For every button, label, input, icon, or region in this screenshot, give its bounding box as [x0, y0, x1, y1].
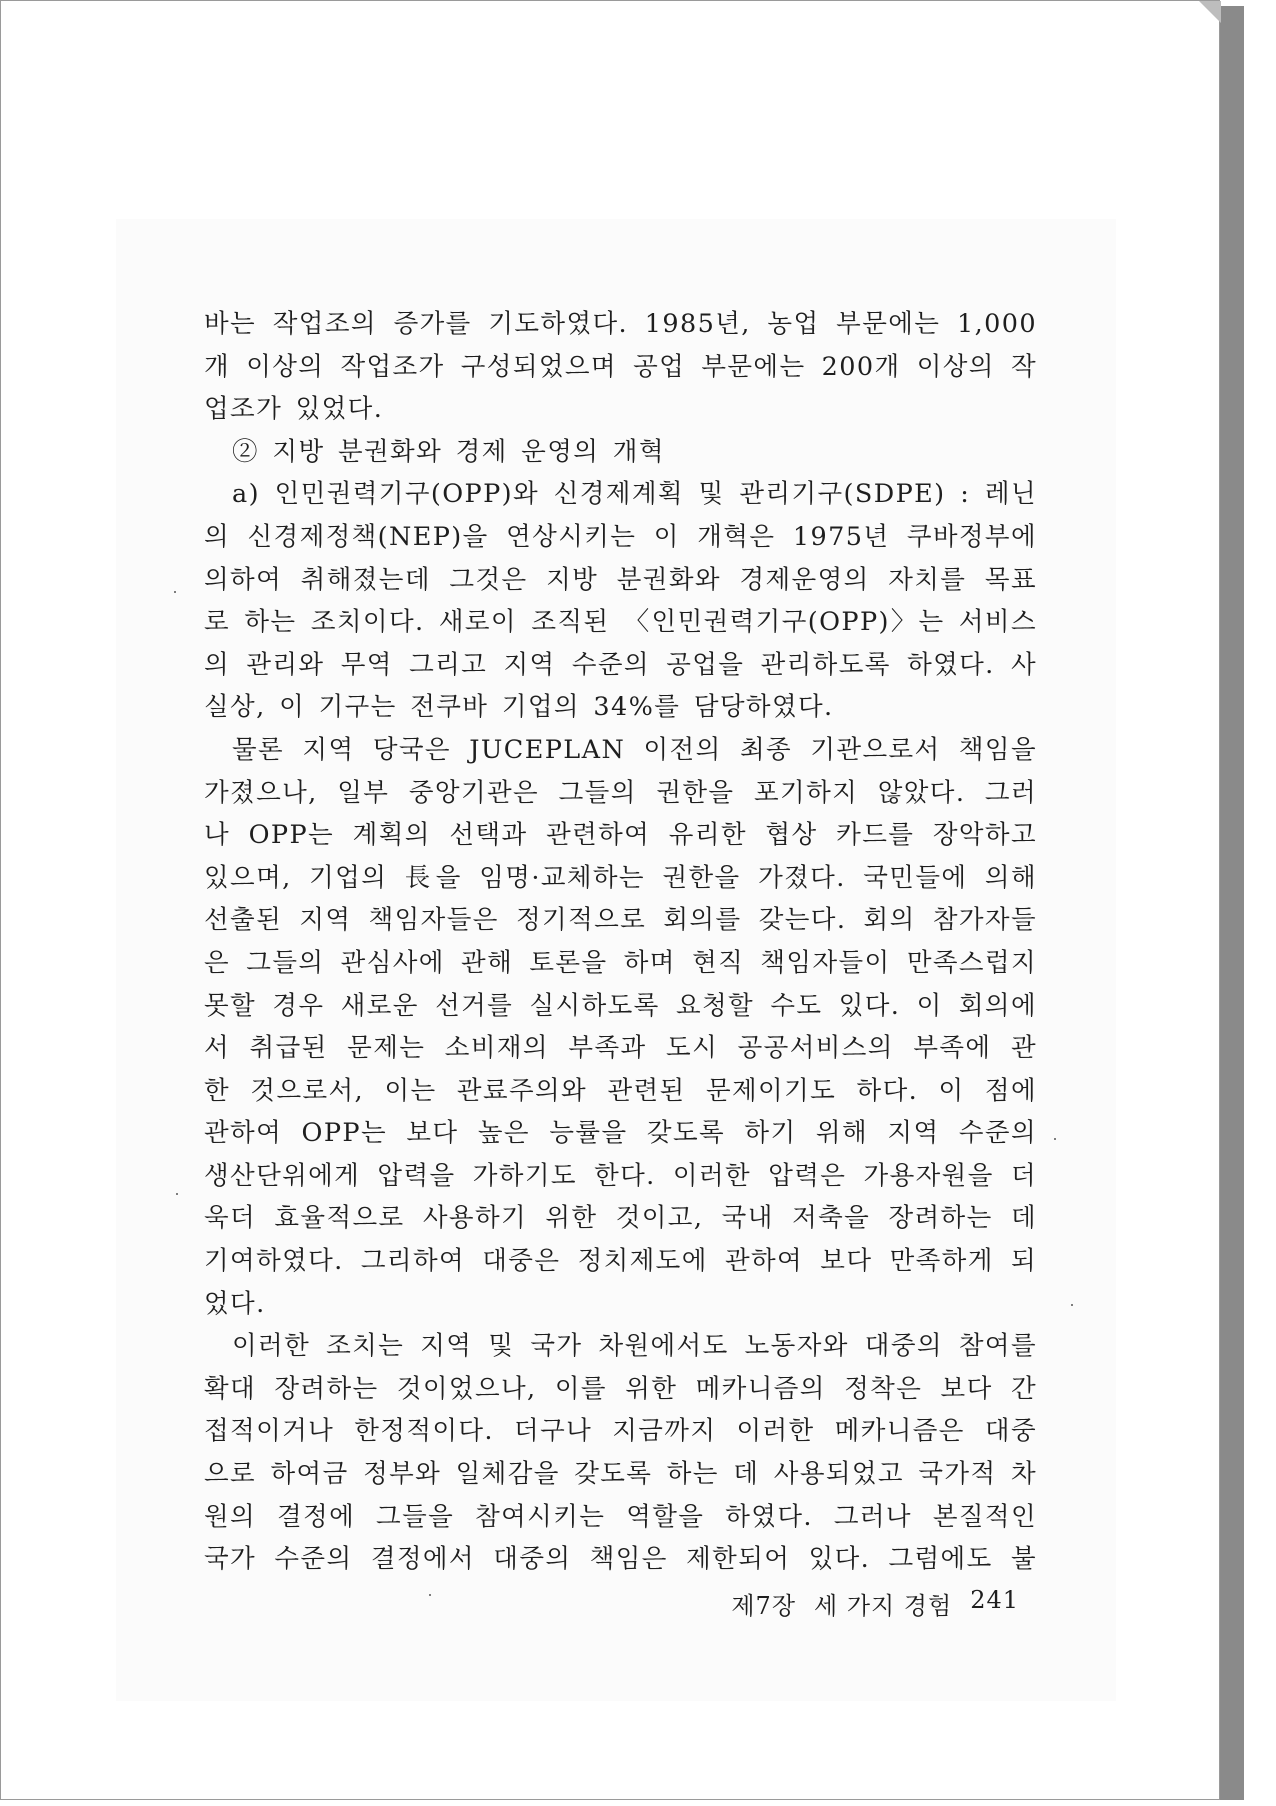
text-line: 바는 작업조의 증가를 기도하였다. 1985년, 농업 부문에는 1,000 — [204, 309, 1037, 339]
text-line: 기여하였다. 그리하여 대중은 정치제도에 관하여 보다 만족하게 되 — [204, 1246, 1037, 1277]
text-line: 으로 하여금 정부와 일체감을 갖도록 하는 데 사용되었고 국가적 차 — [204, 1459, 1037, 1490]
page-corner-fold — [1199, 1, 1221, 23]
chapter-label: 제7장 — [731, 1592, 796, 1620]
text-line: 서 취급된 문제는 소비재의 부족과 도시 공공서비스의 부족에 관 — [204, 1033, 1037, 1064]
text-line: 물론 지역 당국은 JUCEPLAN 이전의 최종 기관으로서 책임을 — [232, 734, 1037, 765]
paragraph — [204, 303, 1037, 431]
text-line: 개 이상의 작업조가 구성되었으며 공업 부문에는 200개 이상의 작 — [204, 351, 1037, 382]
text-line: 의 관리와 무역 그리고 지역 수준의 공업을 관리하도록 하였다. 사 — [204, 649, 1037, 680]
text-line: 원의 결정에 그들을 참여시키는 역할을 하였다. 그러나 본질적인 — [204, 1501, 1037, 1532]
scan-speck — [176, 1193, 178, 1195]
text-line: 생산단위에게 압력을 가하기도 한다. 이러한 압력은 가용자원을 더 — [204, 1160, 1037, 1191]
text-line: 확대 장려하는 것이었으나, 이를 위한 메카니즘의 정착은 보다 간 — [204, 1373, 1037, 1404]
chapter-title: 세 가지 경험 — [814, 1592, 953, 1620]
scan-speck — [1071, 1304, 1073, 1306]
page-number: 241 — [970, 1586, 1019, 1614]
text-line: 의 신경제정책(NEP)을 연상시키는 이 개혁은 1975년 쿠바정부에 — [204, 521, 1037, 552]
text-line: 업조가 있었다. — [204, 394, 384, 425]
text-line: 실상, 이 기구는 전쿠바 기업의 34%를 담당하였다. — [204, 692, 834, 723]
text-line: 한 것으로서, 이는 관료주의와 관련된 문제이기도 하다. 이 점에 — [204, 1075, 1037, 1106]
text-line: 이러한 조치는 지역 및 국가 차원에서도 노동자와 대중의 참여를 — [232, 1331, 1037, 1362]
text-line: 욱더 효율적으로 사용하기 위한 것이고, 국내 저축을 장려하는 데 — [204, 1203, 1037, 1234]
text-line: a) 인민권력기구(OPP)와 신경제계획 및 관리기구(SDPE) : 레닌 — [232, 479, 1037, 510]
paragraph — [204, 729, 1037, 1325]
text-line: 국가 수준의 결정에서 대중의 책임은 제한되어 있다. 그럼에도 불 — [204, 1544, 1037, 1575]
text-line: 관하여 OPP는 보다 높은 능률을 갖도록 하기 위해 지역 수준의 — [204, 1118, 1037, 1149]
page-footer — [719, 1586, 1019, 1621]
scan-speck — [1054, 1138, 1056, 1140]
paragraph — [204, 473, 1037, 729]
section-heading — [204, 431, 1037, 474]
heading-text: ② 지방 분권화와 경제 운영의 개혁 — [232, 436, 665, 467]
text-line: 은 그들의 관심사에 관해 토론을 하며 현직 책임자들이 만족스럽지 — [204, 947, 1037, 978]
text-line: 못할 경우 새로운 선거를 실시하도록 요청할 수도 있다. 이 회의에 — [204, 990, 1037, 1021]
text-line: 있으며, 기업의 長을 임명·교체하는 권한을 가졌다. 국민들에 의해 — [204, 862, 1037, 893]
body-text — [204, 303, 1037, 1581]
paragraph — [204, 1325, 1037, 1581]
text-line: 가졌으나, 일부 중앙기관은 그들의 권한을 포기하지 않았다. 그러 — [204, 777, 1037, 808]
text-line: 로 하는 조치이다. 새로이 조직된 〈인민권력기구(OPP)〉는 서비스 — [204, 607, 1037, 638]
text-line: 의하여 취해졌는데 그것은 지방 분권화와 경제운영의 자치를 목표 — [204, 564, 1037, 595]
scan-speck — [429, 1594, 431, 1596]
scan-speck — [174, 591, 176, 593]
text-line: 선출된 지역 책임자들은 정기적으로 회의를 갖는다. 회의 참가자들 — [204, 905, 1037, 936]
text-line: 었다. — [204, 1288, 266, 1319]
text-line: 나 OPP는 계획의 선택과 관련하여 유리한 협상 카드를 장악하고 — [204, 820, 1037, 851]
text-line: 접적이거나 한정적이다. 더구나 지금까지 이러한 메카니즘은 대중 — [204, 1416, 1037, 1447]
